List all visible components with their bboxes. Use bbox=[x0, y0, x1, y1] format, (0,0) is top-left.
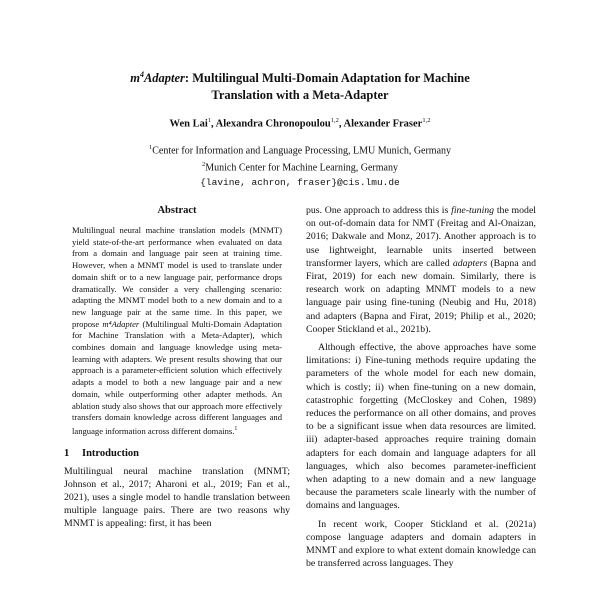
introduction-paragraph: Multilingual neural machine translation (MNMT; Johnson et al., 2017; Aharoni et al., 2019; Fan et al., 2021), uses a single model to handle translation between multiple language pairs. There are two reasons why MNMT is appealing: first, it has been bbox=[64, 465, 290, 530]
section-heading-introduction: 1 Introduction bbox=[64, 447, 139, 459]
right-paragraph-2: Although effective, the above approaches have some limitations: i) Fine-tuning methods require updating the parameters of the whole model for each new domain, which is costly; ii) when fine-tuning on a new domain, catastrophic forgetting (McCloskey and Cohen, 1989) reduces the performance on all other domains, and proves to be a significant issue when data resources are limited. iii) adapter-based approaches require training domain adapters for each domain and language adapters for all languages, which also becomes parameter-inefficient when adapting to a new domain and a new language because the parameters scale linearly with the number of domains and languages. bbox=[306, 342, 536, 512]
abstract-footnote-mark: 1 bbox=[234, 425, 238, 432]
author-email: {lavine, achron, fraser}@cis.lmu.de bbox=[200, 176, 400, 188]
right-column bbox=[306, 204, 536, 570]
abstract-heading: Abstract bbox=[157, 205, 197, 216]
author-2: Alexandra Chronopoulou bbox=[215, 118, 331, 130]
left-column bbox=[64, 204, 290, 531]
affiliation-1: $^1$Center for Information and Language Processing, LMU Munich, Germany bbox=[148, 144, 452, 157]
abstract-method-name: m⁴Adapter bbox=[102, 318, 140, 329]
title-line2: Translation with a Meta-Adapter bbox=[211, 88, 389, 103]
right-paragraph-3: In recent work, Cooper Stickland et al. (2021a) compose language adapters and domain adapters in MNMT and explore to what extent domain knowledge can be transferred across languages. They bbox=[306, 518, 536, 570]
title-method-name: $m^4Adapter$ bbox=[130, 70, 185, 86]
affiliations bbox=[60, 141, 540, 190]
paper-title bbox=[60, 66, 540, 104]
right-paragraph-1: pus. One approach to address this is fine-tuning the model on out-of-domain data for NMT (Freitag and Al-Onaizan, 2016; Dakwale and Monz, 2017). Another approach is to use lightweight, learnable units inserted between transformer layers, which are called adapters (Bapna and Firat, 2019) for each new domain. Similarly, there is research work on adapting MNMT models to a new language pair using fine-tuning (Neubig and Hu, 2018) and adapters (Bapna and Firat, 2019; Philip et al., 2020; Cooper Stickland et al., 2021b). bbox=[306, 205, 537, 335]
author-list: Wen Lai$^1$, Alexandra Chronopoulou$^{1,2}$, Alexander Fraser$^{1,2}$ bbox=[169, 117, 431, 130]
abstract-text: Multilingual neural machine translation models (MNMT) yield state-of-the-art performance when evaluated on data from a domain and language pair seen at training time. However, when a MNMT model is used to translate under domain shift or to a new language pair, performance drops dramatically. We consider a very challenging scenario: adapting the MNMT model both to a new domain and to a new language pair at the same time. In this paper, we propose m⁴Adapter (Multilingual Multi-Domain Adaptation for Machine Translation with a Meta-Adapter), which combines domain and language knowledge using meta-learning with adapters. We present results showing that our approach is a parameter-efficient solution which effectively adapts a model to both a new language pair and a new domain, while outperforming other adapter methods. An ablation study also shows that our approach more effectively transfers domain knowledge across different languages and language information across different domains.$^1$ bbox=[72, 225, 282, 436]
author-1: Wen Lai bbox=[169, 118, 208, 130]
affiliation-2: $^2$Munich Center for Machine Learning, Germany bbox=[202, 161, 398, 174]
title-line1-rest: : Multilingual Multi-Domain Adaptation for Machine bbox=[184, 71, 470, 86]
author-3: Alexander Fraser bbox=[343, 118, 423, 130]
